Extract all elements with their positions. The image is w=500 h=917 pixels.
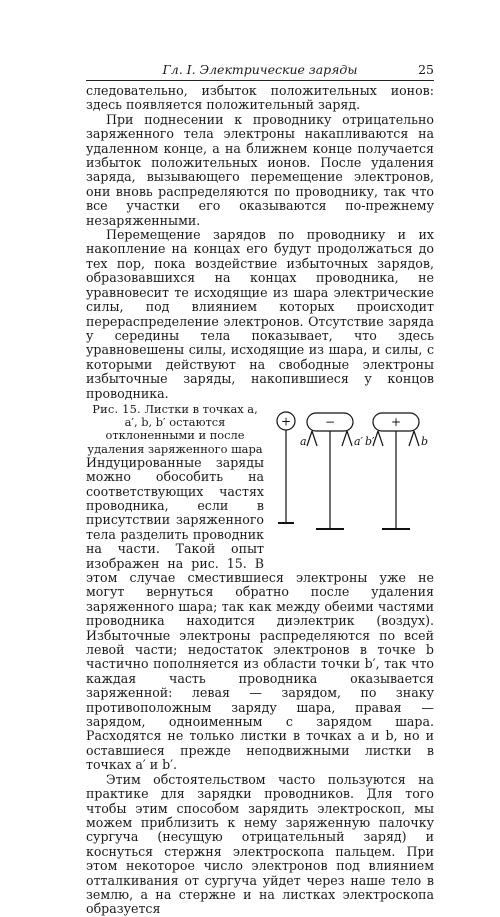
page-number: 25 [418, 62, 434, 77]
paragraph-3: Перемещение зарядов по проводнику и их накопление на концах его будут продолжаться до тех пор, пока воздействие избыточных зарядов, образовавшихся на концах проводника, не уравновесит те исходящие из шара электрические силы, под влиянием которых происходит перераспределение электронов. Отсутствие заряда у середины тела показывает, что здесь уравновешены силы, исходящие из шара, и силы, с которыми действуют на свободные электроны избыточные заряды, накопившиеся у концов проводника. [86, 227, 434, 401]
label-a-prime: a′ [354, 434, 364, 448]
leaves-b [409, 431, 419, 446]
body-text [86, 84, 434, 917]
caption-text: Листки в точках a, a′, b, b′ остаются отклоненными и после удаления заряженного шара [87, 401, 263, 456]
figure-15 [274, 405, 434, 555]
running-title: Гл. I. Электрические заряды [162, 62, 358, 77]
paragraph-5: Этим обстоятельством часто пользуются на практике для зарядки проводников. Для того чтобы этим способом зарядить электроскоп, мы можем приблизить к нему заряженную палочку сургуча (несущую отрицательный заряд) и коснуться стержня электроскопа пальцем. При этом некоторое число электронов под влиянием отталкивания от сургуча уйдет через наше тело в землю, а на стержне и на листках электроскопа образуется [86, 771, 434, 917]
leaves-a-prime [342, 431, 352, 446]
label-b: b [421, 434, 429, 448]
left-conductor-sign: − [324, 414, 336, 429]
paragraph-1: следовательно, избыток положительных ионов: здесь появляется положительный заряд. [86, 83, 434, 113]
label-b-prime: b′ [365, 434, 375, 448]
running-header [86, 60, 434, 81]
leaves-a [307, 431, 317, 446]
caption-number: Рис. 15. [92, 401, 141, 416]
right-conductor-sign: + [390, 414, 402, 429]
paragraph-2: При поднесении к проводнику отрицательно заряженного тела электроны накапливаются на удаленном конце, а на ближнем конце получается избыток положительных ионов. После удаления заряда, вызывающего перемещение электронов, они вновь распределяются по проводнику, так что все участки его оказываются по-прежнему незаряженными. [86, 111, 434, 228]
ball-sign: + [280, 414, 292, 429]
label-a: a [300, 434, 307, 448]
paragraph-4-text: Индуцированные заряды можно обособить на соответствующих частях проводника, если в присутствии заряженного тела разделить проводник на части. Такой опыт изображен на рис. 15. В этом случае сместившиеся электроны уже не могут вернуться обратно после удаления заряженного шара; так как между обеими частями проводника находится диэлектрик (воздух). Избыточные электроны распределяются по всей левой части; недостаток электронов в точке b частично пополняется из области точки b′, так что каждая часть проводника оказывается заряженной: левая — зарядом, по знаку противоположным заряду шара, правая — зарядом, одноименным с зарядом шара. Расходятся не только листки в точках a и b, но и оставшиеся прежде неподвижными листки в точках a′ и b′. [86, 454, 434, 773]
electroscope-diagram [274, 405, 434, 555]
